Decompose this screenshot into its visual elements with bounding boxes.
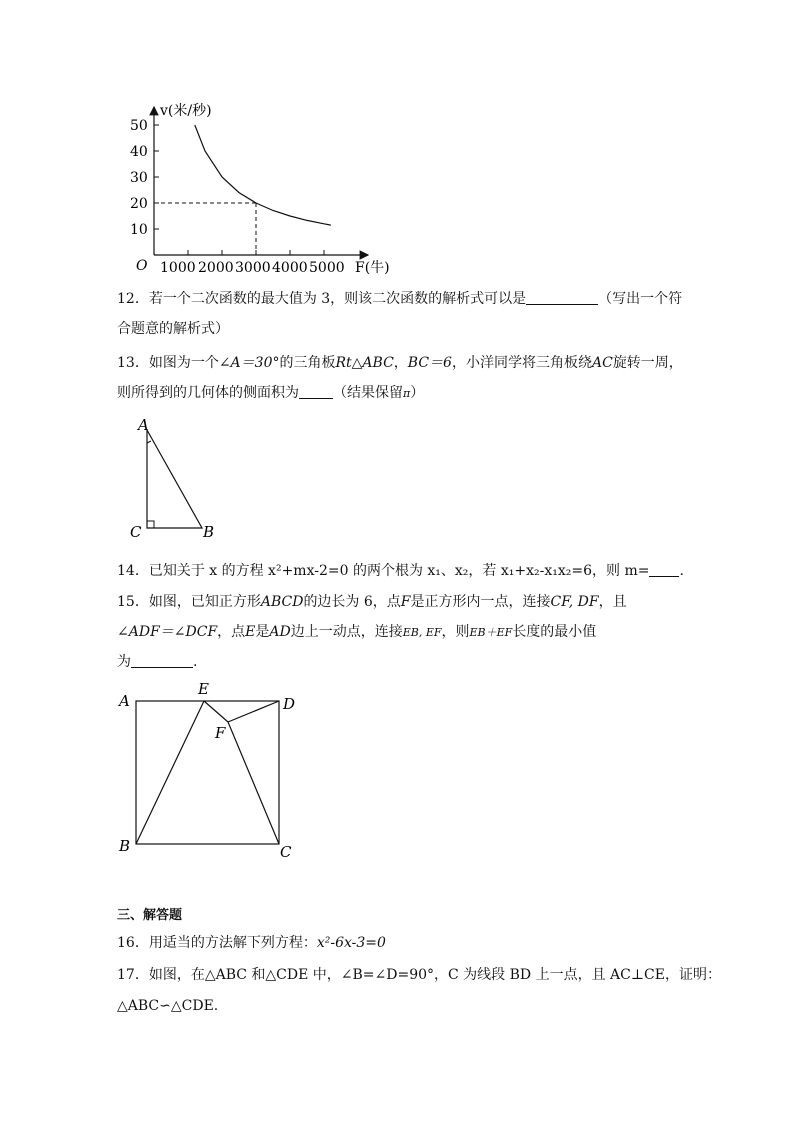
x-tick-label: 3000 (235, 260, 271, 276)
q13-text-line2: 则所得到的几何体的侧面积为 (117, 385, 299, 401)
segment-fd (228, 701, 279, 722)
q15-text: 是 (255, 624, 270, 640)
x-tick-label: 1000 (160, 260, 196, 276)
q15-end: . (193, 654, 198, 670)
q15-text: 长度的最小值 (512, 624, 597, 640)
q15-text: 的边长为 6，点 (303, 594, 401, 610)
q15-sum: EB＋EF (469, 626, 513, 639)
q13-angle: ∠A＝30° (218, 355, 280, 371)
y-tick-label: 10 (130, 222, 148, 238)
q15-side-ad: AD (269, 624, 291, 640)
q15-point-e: E (245, 624, 256, 640)
q13-close: ） (410, 385, 425, 401)
x-tick-label: 2000 (198, 260, 234, 276)
question-17-line-1 (117, 965, 721, 985)
x-tick-label: 4000 (272, 260, 308, 276)
vertex-label-e: E (198, 680, 209, 698)
y-ticks (130, 118, 159, 238)
vertex-label-b: B (119, 837, 131, 855)
question-12-line-2 (117, 319, 229, 339)
q13-text: ， (393, 355, 408, 371)
q15-point-f: F (400, 594, 411, 610)
q15-text: 是正方形内一点，连接 (410, 594, 551, 610)
y-tick-label: 20 (130, 196, 148, 212)
section-heading: 三、解答题 (117, 908, 183, 923)
question-13-line-2 (117, 383, 424, 404)
vertex-label-b: B (203, 523, 215, 541)
q15-square: ABCD (260, 594, 304, 610)
q16-equation: x²-6x-3=0 (316, 935, 386, 951)
q15-answer-blank[interactable] (131, 653, 193, 668)
x-axis-label: F(牛) (355, 260, 390, 276)
question-15-line-1 (117, 592, 627, 612)
question-12-line-1 (117, 289, 682, 309)
question-13-line-1 (117, 353, 683, 373)
x-ticks (160, 250, 345, 276)
question-16 (117, 933, 386, 953)
vertex-label-d: D (283, 695, 296, 713)
vertex-label-c: C (280, 843, 292, 861)
q12-text-suffix: （写出一个符 (598, 291, 683, 307)
segment-fc (228, 722, 279, 844)
y-tick-label: 50 (130, 118, 148, 134)
angle-mark-a (147, 441, 151, 443)
q15-segments: CF, DF (550, 594, 599, 610)
velocity-force-graph (110, 95, 410, 280)
square-abcd (136, 701, 279, 844)
triangle-figure-13 (130, 415, 225, 545)
q13-answer-blank[interactable] (299, 384, 333, 399)
segment-ef (204, 701, 228, 722)
y-tick-label: 40 (130, 144, 148, 160)
q15-angle-eq: ∠ADF＝∠DCF (117, 624, 218, 640)
q13-text: 的三角板 (279, 355, 336, 371)
inverse-curve (195, 125, 331, 225)
q16-text: 16．用适当的方法解下列方程： (117, 935, 317, 951)
square-figure-15 (115, 680, 305, 865)
q14-end: . (679, 563, 684, 579)
y-tick-label: 30 (130, 170, 148, 186)
q12-text: 12．若一个二次函数的最大值为 3，则该二次函数的解析式可以是 (117, 291, 527, 307)
q17-text: 17．如图，在△ABC 和△CDE 中，∠B=∠D=90°，C 为线段 BD 上一点，且 AC⊥CE，证明： (117, 967, 721, 983)
origin-label: O (136, 258, 148, 274)
question-15-line-3 (117, 652, 197, 672)
q17-text-line2: △ABC∽△CDE. (117, 998, 219, 1014)
q15-text: ，且 (598, 594, 627, 610)
q13-text: 13．如图为一个 (117, 355, 219, 371)
q13-text-suffix: （结果保留 (333, 385, 403, 401)
q13-triangle: Rt△ABC (335, 355, 394, 371)
right-angle-mark (147, 521, 154, 528)
q15-text: 边上一动点，连接 (290, 624, 403, 640)
segment-be (136, 701, 204, 844)
q12-answer-blank[interactable] (526, 290, 598, 305)
question-17-line-2 (117, 996, 218, 1016)
q15-text: ，则 (441, 624, 470, 640)
y-axis-label: v(米/秒) (160, 103, 212, 119)
q15-text: ，点 (217, 624, 246, 640)
x-tick-label: 5000 (309, 260, 345, 276)
question-15-line-2 (117, 622, 596, 643)
vertex-label-a: A (119, 692, 130, 710)
vertex-label-c: C (130, 523, 142, 541)
q13-bc: BC＝6 (407, 355, 452, 371)
vertex-label-f: F (215, 724, 226, 742)
q13-ac: AC (591, 355, 613, 371)
q12-text-line2: 合题意的解析式） (117, 321, 229, 337)
q15-text-line3: 为 (117, 654, 131, 670)
triangle-abc (147, 430, 202, 528)
q13-text: ，小洋同学将三角板绕 (451, 355, 592, 371)
q15-text: 15．如图，已知正方形 (117, 594, 261, 610)
q14-answer-blank[interactable] (649, 562, 679, 577)
q13-text: 旋转一周， (612, 355, 683, 371)
question-14 (117, 561, 684, 581)
vertex-label-a: A (138, 416, 149, 434)
q15-segments-eb-ef: EB, EF (402, 626, 442, 639)
q14-text: 14．已知关于 x 的方程 x²+mx-2=0 的两个根为 x₁、x₂，若 x₁+x₂-x₁x₂=6，则 m= (117, 563, 650, 579)
q13-pi: π (403, 387, 411, 400)
